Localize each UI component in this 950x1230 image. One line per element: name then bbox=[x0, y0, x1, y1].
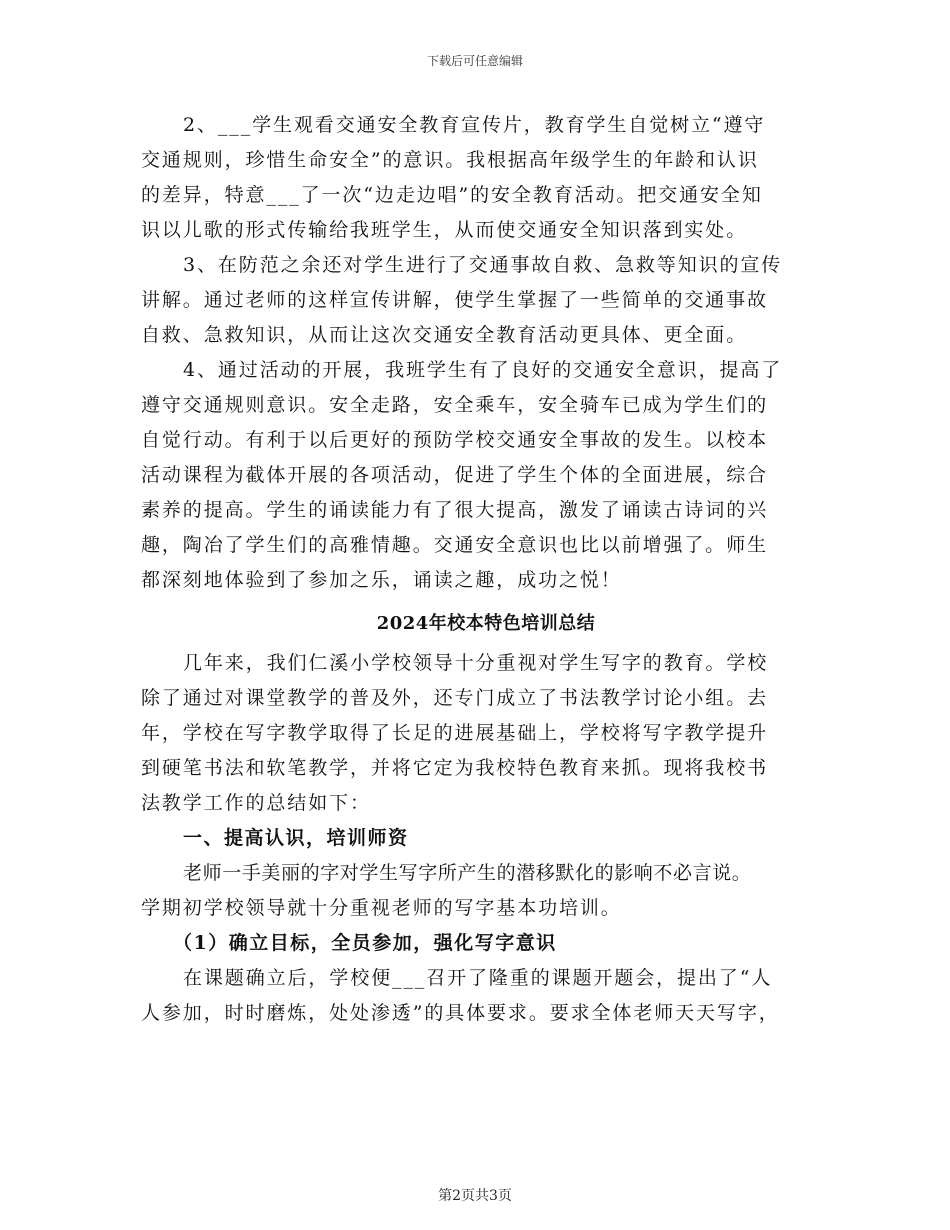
paragraph-line: 自救、急救知识，从而让这次交通安全教育活动更具体、更全面。 bbox=[141, 324, 748, 346]
paragraph-line: 3、在防范之余还对学生进行了交通事故自救、急救等知识的宣传 bbox=[183, 254, 783, 276]
paragraph-line: 在课题确立后，学校便___召开了隆重的课题开题会，提出了“人 bbox=[183, 967, 773, 989]
paragraph-line: 老师一手美丽的字对学生写字所产生的潜移默化的影响不必言说。 bbox=[183, 862, 752, 884]
heading-2: （1）确立目标，全员参加，强化写字意识 bbox=[173, 932, 557, 954]
paragraph-line: 素养的提高。学生的诵读能力有了很大提高，激发了诵读古诗词的兴 bbox=[141, 499, 769, 521]
paragraph-line: 讲解。通过老师的这样宣传讲解，使学生掌握了一些简单的交通事故 bbox=[141, 289, 769, 311]
paragraph-line: 年，学校在写字教学取得了长足的进展基础上，学校将写字教学提升 bbox=[141, 722, 769, 744]
section-title: 2024年校本特色培训总结 bbox=[376, 613, 596, 634]
paragraph-line: 到硬笔书法和软笔教学，并将它定为我校特色教育来抓。现将我校书 bbox=[141, 757, 769, 779]
paragraph-line: 都深刻地体验到了参加之乐，诵读之趣，成功之悦！ bbox=[141, 569, 622, 591]
paragraph-line: 识以儿歌的形式传输给我班学生，从而使交通安全知识落到实处。 bbox=[141, 219, 748, 241]
paragraph-line: 自觉行动。有利于以后更好的预防学校交通安全事故的发生。以校本 bbox=[141, 429, 769, 451]
paragraph-line: 趣，陶冶了学生们的高雅情趣。交通安全意识也比以前增强了。师生 bbox=[141, 534, 769, 556]
page-header: 下载后可任意编辑 bbox=[426, 54, 523, 68]
paragraph-line: 交通规则，珍惜生命安全”的意识。我根据高年级学生的年龄和认识 bbox=[141, 149, 759, 171]
document-body bbox=[141, 108, 831, 1031]
paragraph-line: 的差异，特意___了一次“边走边唱”的安全教育活动。把交通安全知 bbox=[141, 184, 763, 206]
paragraph-line: 学期初学校领导就十分重视老师的写字基本功培训。 bbox=[141, 897, 622, 919]
paragraph-line: 2、___学生观看交通安全教育宣传片，教育学生自觉树立“遵守 bbox=[183, 114, 766, 136]
heading-1: 一、提高认识，培训师资 bbox=[183, 827, 409, 849]
paragraph-line: 遵守交通规则意识。安全走路，安全乘车，安全骑车已成为学生们的 bbox=[141, 394, 769, 416]
paragraph-line: 几年来，我们仁溪小学校领导十分重视对学生写字的教育。学校 bbox=[183, 652, 769, 674]
paragraph-line: 除了通过对课堂教学的普及外，还专门成立了书法教学讨论小组。去 bbox=[141, 687, 769, 709]
paragraph-line: 4、通过活动的开展，我班学生有了良好的交通安全意识，提高了 bbox=[183, 359, 783, 381]
page-footer: 第2页共3页 bbox=[438, 1188, 512, 1204]
paragraph-line: 法教学工作的总结如下： bbox=[141, 792, 371, 814]
paragraph-line: 人参加，时时磨炼，处处渗透”的具体要求。要求全体老师天天写字， bbox=[141, 1002, 780, 1024]
paragraph-line: 活动课程为截体开展的各项活动，促进了学生个体的全面进展，综合 bbox=[141, 464, 769, 486]
